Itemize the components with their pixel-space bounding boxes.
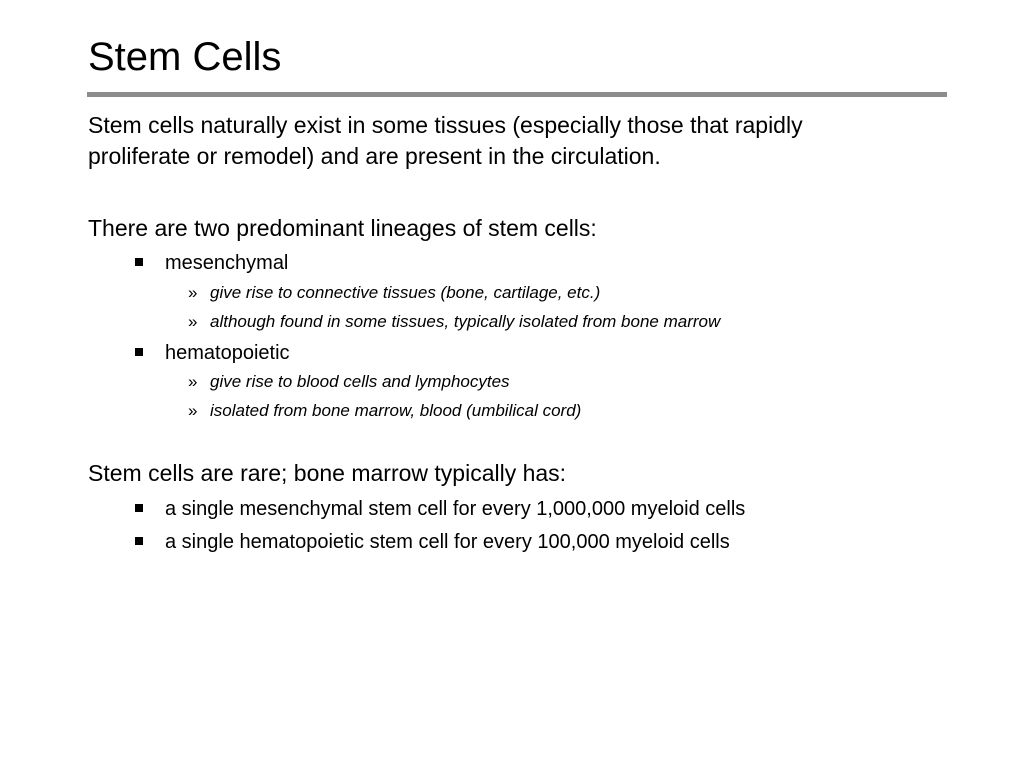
lineages-heading: There are two predominant lineages of stem cells: <box>88 215 597 241</box>
square-bullet-icon <box>135 504 143 512</box>
slide-title: Stem Cells <box>88 35 282 79</box>
sub-bullet-text: isolated from bone marrow, blood (umbilical cord) <box>210 401 582 420</box>
square-bullet-icon <box>135 537 143 545</box>
intro-line-1: Stem cells naturally exist in some tissues (especially those that rapidly <box>88 112 803 138</box>
sub-bullet-text: give rise to blood cells and lymphocytes <box>210 372 510 391</box>
square-bullet-icon <box>135 258 143 266</box>
intro-line-2: proliferate or remodel) and are present in the circulation. <box>88 143 661 169</box>
chevron-bullet-icon: » <box>188 401 198 420</box>
bullet-label: a single mesenchymal stem cell for every 1,000,000 myeloid cells <box>165 498 746 520</box>
chevron-bullet-icon: » <box>188 372 198 391</box>
bullet-label: hematopoietic <box>165 342 290 364</box>
chevron-bullet-icon: » <box>188 312 198 331</box>
title-divider <box>87 92 947 97</box>
sub-bullet-text: give rise to connective tissues (bone, cartilage, etc.) <box>210 283 601 302</box>
bullet-label: a single hematopoietic stem cell for every 100,000 myeloid cells <box>165 531 730 553</box>
bullet-label: mesenchymal <box>165 252 289 274</box>
sub-bullet-text: although found in some tissues, typically isolated from bone marrow <box>210 312 721 331</box>
square-bullet-icon <box>135 348 143 356</box>
rarity-heading: Stem cells are rare; bone marrow typically has: <box>88 460 567 486</box>
chevron-bullet-icon: » <box>188 283 198 302</box>
